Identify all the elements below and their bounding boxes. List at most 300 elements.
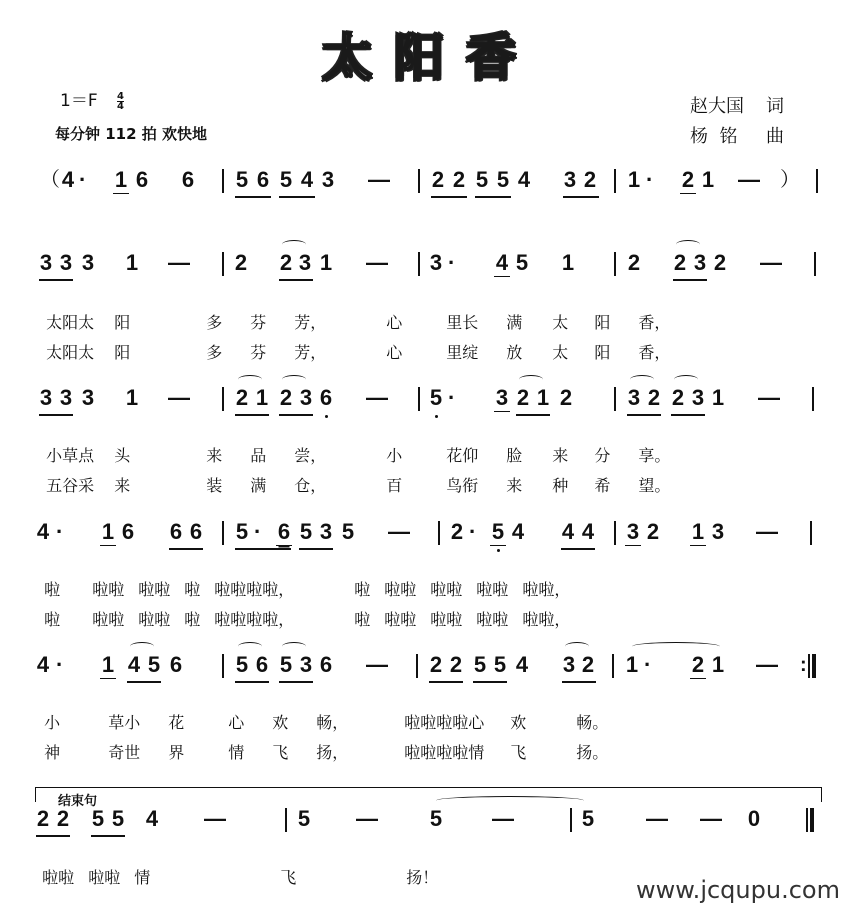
beam	[516, 414, 550, 416]
note: 2	[279, 250, 293, 275]
note: 4	[581, 519, 595, 544]
slur	[282, 240, 306, 249]
credits	[690, 92, 784, 152]
lyric-syllable: 欢	[272, 713, 289, 732]
lyric-syllable: 来	[552, 446, 569, 465]
ending-label: 结束句	[58, 794, 98, 809]
dash: —	[760, 250, 782, 275]
note: 4	[515, 652, 529, 677]
lyric-syllable: 啦	[44, 610, 61, 629]
time-signature-top: 4	[117, 90, 124, 102]
beam	[562, 681, 596, 683]
note: 1	[125, 385, 139, 410]
note: 2	[235, 385, 249, 410]
dash: —	[646, 806, 668, 831]
slur	[238, 375, 262, 384]
lyric-syllable: 来	[206, 446, 223, 465]
lyric-syllable: 希	[594, 476, 611, 495]
beam	[127, 681, 161, 683]
note: 2	[516, 385, 530, 410]
note: 4	[517, 167, 531, 192]
beam	[627, 414, 661, 416]
note: 5	[235, 652, 249, 677]
lyric-syllable: 情	[228, 743, 245, 762]
ending-bracket	[35, 787, 822, 802]
note: 5	[496, 167, 510, 192]
lyric-syllable: 花仰	[446, 446, 479, 465]
lyric-line-2-verse-2	[36, 323, 670, 363]
note: 3	[39, 250, 53, 275]
score-line-4	[0, 519, 860, 559]
beam	[39, 279, 73, 281]
barline	[810, 521, 812, 545]
augmentation-dot: ·	[469, 519, 477, 544]
barline	[814, 252, 816, 276]
slur	[238, 642, 262, 651]
slur	[282, 642, 306, 651]
note: 2	[713, 250, 727, 275]
dash: —	[368, 167, 390, 192]
lyric-syllable: 啦	[354, 580, 371, 599]
key-signature	[60, 86, 124, 111]
lyric-syllable: 啦啦	[430, 610, 463, 629]
score-line-5	[0, 652, 860, 692]
note-low-octave: 5	[429, 385, 443, 410]
lyric-syllable: 多	[206, 313, 223, 332]
beam	[235, 548, 291, 550]
barline	[806, 808, 808, 832]
note: 1	[627, 167, 641, 192]
augmentation-dot: ·	[646, 167, 654, 192]
lyric-line-3-verse-2	[36, 456, 670, 496]
lyric-syllable: 芳，	[294, 343, 327, 362]
note: 5	[297, 806, 311, 831]
composer-credit	[690, 122, 784, 152]
lyric-syllable: 太	[552, 313, 569, 332]
lyric-syllable: 太阳太	[46, 343, 95, 362]
note: 5	[147, 652, 161, 677]
barline	[614, 169, 616, 193]
final-barline	[810, 808, 814, 832]
note: 2	[647, 385, 661, 410]
tie	[436, 796, 584, 805]
tempo-marking: 每分钟 112 拍 欢快地	[55, 125, 207, 143]
note: 2	[673, 250, 687, 275]
note: 3	[299, 385, 313, 410]
dash: —	[366, 250, 388, 275]
lyric-line-4-verse-2	[34, 590, 570, 630]
beam	[279, 196, 315, 198]
lyric-syllable: 来	[114, 476, 131, 495]
lyric-syllable: 啦啦	[88, 868, 121, 887]
site-watermark: www.jcqupu.com	[636, 876, 840, 904]
beam	[91, 835, 125, 837]
lyric-syllable: 头	[114, 446, 131, 465]
note: 1	[701, 167, 715, 192]
note: 4	[300, 167, 314, 192]
augmentation-dot: ·	[56, 652, 64, 677]
lyric-syllable: 神	[44, 743, 61, 762]
lyric-syllable: 啦啦	[476, 580, 509, 599]
note: 3	[693, 250, 707, 275]
lyric-syllable: 仓，	[294, 476, 327, 495]
lyric-syllable: 阳	[594, 313, 611, 332]
barline	[612, 654, 614, 678]
dash: —	[738, 167, 760, 192]
time-signature-bottom: 4	[117, 100, 124, 112]
open-paren: （	[40, 169, 60, 191]
augmentation-dot: ·	[448, 385, 456, 410]
lyric-syllable: 奇世	[108, 743, 141, 762]
lyric-syllable: 欢	[510, 713, 527, 732]
augmentation-dot: ·	[644, 652, 652, 677]
slur	[519, 375, 543, 384]
beam	[673, 279, 707, 281]
beam	[299, 548, 333, 550]
lyric-syllable: 满	[506, 313, 523, 332]
note: 3	[319, 519, 333, 544]
lyric-syllable: 芬	[250, 313, 267, 332]
note: 6	[277, 519, 291, 544]
note: 6	[256, 167, 270, 192]
beam	[473, 681, 507, 683]
note: 3	[626, 519, 640, 544]
lyric-syllable: 啦啦	[138, 610, 171, 629]
note: 5	[515, 250, 529, 275]
note: 6	[181, 167, 195, 192]
beam	[279, 681, 313, 683]
lyric-syllable: 尝，	[294, 446, 327, 465]
beam	[235, 196, 271, 198]
dash: —	[758, 385, 780, 410]
barline	[438, 521, 440, 545]
note: 4	[145, 806, 159, 831]
composer-role: 曲	[766, 126, 784, 147]
dash: —	[366, 652, 388, 677]
dash: —	[204, 806, 226, 831]
lyric-syllable: 畅，	[316, 713, 349, 732]
lyric-syllable: 太阳太	[46, 313, 95, 332]
note: 2	[431, 167, 445, 192]
slur	[676, 240, 700, 249]
lyric-syllable: 分	[594, 446, 611, 465]
note: 1	[561, 250, 575, 275]
lyric-syllable: 里长	[446, 313, 479, 332]
rest: 0	[747, 806, 761, 831]
note: 1	[691, 519, 705, 544]
note: 2	[627, 250, 641, 275]
lyric-line-6	[32, 848, 438, 888]
lyric-syllable: 啦啦啦啦心	[404, 713, 485, 732]
note: 3	[299, 652, 313, 677]
beam	[36, 835, 70, 837]
barline	[614, 387, 616, 411]
lyricist-name: 赵大国	[690, 96, 744, 117]
barline	[222, 654, 224, 678]
lyric-syllable: 望。	[638, 476, 671, 495]
beam	[169, 548, 203, 550]
note: 2	[681, 167, 695, 192]
note: 5	[581, 806, 595, 831]
beam	[431, 196, 467, 198]
barline	[614, 252, 616, 276]
lyric-syllable: 飞	[280, 868, 297, 887]
note: 4	[36, 519, 50, 544]
beam	[279, 279, 313, 281]
lyric-syllable: 五谷采	[46, 476, 95, 495]
composer-name: 杨 铭	[690, 126, 738, 147]
note: 3	[39, 385, 53, 410]
note: 5	[299, 519, 313, 544]
note: 5	[235, 519, 249, 544]
lyric-syllable: 界	[168, 743, 185, 762]
note-low-octave: 6	[319, 385, 333, 410]
lyric-syllable: 啦啦	[138, 580, 171, 599]
song-title: 太阳香	[322, 29, 538, 87]
beam	[235, 414, 269, 416]
dash: —	[168, 385, 190, 410]
note: 5	[91, 806, 105, 831]
note: 1	[125, 250, 139, 275]
note: 4	[511, 519, 525, 544]
note: 3	[321, 167, 335, 192]
lyric-syllable: 啦啦	[384, 580, 417, 599]
final-barline	[812, 654, 816, 678]
note: 5	[111, 806, 125, 831]
augmentation-dot: ·	[79, 167, 87, 192]
lyric-syllable: 阳	[114, 313, 131, 332]
dash: —	[168, 250, 190, 275]
lyric-syllable: 香，	[638, 343, 671, 362]
slur	[130, 642, 154, 651]
note: 5	[341, 519, 355, 544]
note: 6	[319, 652, 333, 677]
barline	[222, 169, 224, 193]
lyric-syllable: 太	[552, 343, 569, 362]
lyric-syllable: 啦啦啦啦，	[214, 580, 295, 599]
lyric-syllable: 香，	[638, 313, 671, 332]
note: 3	[81, 385, 95, 410]
lyric-syllable: 啦	[184, 610, 201, 629]
note: 2	[583, 167, 597, 192]
note: 1	[319, 250, 333, 275]
dash: —	[756, 519, 778, 544]
note: 3	[711, 519, 725, 544]
lyric-syllable: 小草点	[46, 446, 95, 465]
lyric-syllable: 脸	[506, 446, 523, 465]
barline	[418, 252, 420, 276]
note: 2	[691, 652, 705, 677]
note: 4	[495, 250, 509, 275]
augmentation-dot: ·	[56, 519, 64, 544]
beam	[671, 414, 705, 416]
lyric-syllable: 芳，	[294, 313, 327, 332]
lyric-syllable: 装	[206, 476, 223, 495]
barline	[285, 808, 287, 832]
barline	[222, 387, 224, 411]
note: 2	[36, 806, 50, 831]
note: 6	[121, 519, 135, 544]
lyric-syllable: 啦啦啦啦，	[214, 610, 295, 629]
tie	[632, 642, 720, 651]
lyric-syllable: 啦啦	[92, 610, 125, 629]
dash: —	[700, 806, 722, 831]
lyric-syllable: 花	[168, 713, 185, 732]
lyric-syllable: 啦啦	[430, 580, 463, 599]
note: 2	[581, 652, 595, 677]
barline	[222, 521, 224, 545]
dash: —	[356, 806, 378, 831]
beam	[235, 681, 269, 683]
barline	[812, 387, 814, 411]
lyric-syllable: 啦啦	[384, 610, 417, 629]
lyric-syllable: 享。	[638, 446, 671, 465]
beam	[563, 196, 599, 198]
lyric-syllable: 飞	[510, 743, 527, 762]
barline	[808, 654, 810, 678]
note: 1	[711, 385, 725, 410]
note: 3	[495, 385, 509, 410]
lyric-syllable: 啦	[354, 610, 371, 629]
note: 2	[449, 652, 463, 677]
dash: —	[388, 519, 410, 544]
dash: —	[756, 652, 778, 677]
note: 2	[452, 167, 466, 192]
note: 1	[101, 652, 115, 677]
lyric-syllable: 啦啦	[42, 868, 75, 887]
note: 2	[429, 652, 443, 677]
score-line-2	[0, 250, 860, 290]
lyric-syllable: 扬！	[406, 868, 439, 887]
score-line-6	[0, 806, 860, 846]
note: 3	[562, 652, 576, 677]
note: 3	[627, 385, 641, 410]
note: 1	[625, 652, 639, 677]
lyric-syllable: 小	[44, 713, 61, 732]
lyric-syllable: 啦啦，	[522, 610, 571, 629]
lyric-syllable: 多	[206, 343, 223, 362]
barline	[614, 521, 616, 545]
note: 3	[59, 385, 73, 410]
note: 1	[114, 167, 128, 192]
lyric-syllable: 啦啦啦啦情	[404, 743, 485, 762]
note: 4	[61, 167, 75, 192]
note: 3	[429, 250, 443, 275]
barline	[416, 654, 418, 678]
slur	[282, 375, 306, 384]
lyric-syllable: 畅。	[576, 713, 609, 732]
note: 5	[235, 167, 249, 192]
lyric-syllable: 品	[250, 446, 267, 465]
lyric-syllable: 阳	[114, 343, 131, 362]
augmentation-dot: ·	[448, 250, 456, 275]
note: 4	[36, 652, 50, 677]
lyric-syllable: 啦啦	[476, 610, 509, 629]
close-paren: ）	[780, 169, 800, 191]
note: 6	[169, 519, 183, 544]
note: 1	[101, 519, 115, 544]
note: 5	[493, 652, 507, 677]
note: 5	[475, 167, 489, 192]
score-line-3	[0, 385, 860, 425]
note: 6	[135, 167, 149, 192]
lyric-syllable: 放	[506, 343, 523, 362]
lyric-syllable: 种	[552, 476, 569, 495]
dash: —	[366, 385, 388, 410]
note: 4	[561, 519, 575, 544]
beam	[429, 681, 463, 683]
lyric-syllable: 草小	[108, 713, 141, 732]
lyric-syllable: 鸟衔	[446, 476, 479, 495]
lyric-syllable: 啦啦，	[522, 580, 571, 599]
lyric-syllable: 里绽	[446, 343, 479, 362]
beam	[475, 196, 511, 198]
lyric-syllable: 阳	[594, 343, 611, 362]
note: 6	[255, 652, 269, 677]
lyric-syllable: 飞	[272, 743, 289, 762]
lyric-syllable: 小	[386, 446, 403, 465]
note: 3	[563, 167, 577, 192]
barline	[418, 169, 420, 193]
score-line-1	[0, 167, 860, 207]
lyric-syllable: 心	[386, 313, 403, 332]
note: 3	[59, 250, 73, 275]
lyricist-role: 词	[766, 96, 784, 117]
barline	[222, 252, 224, 276]
time-signature	[117, 92, 124, 111]
note: 2	[279, 385, 293, 410]
barline	[816, 169, 818, 193]
note: 1	[536, 385, 550, 410]
note: 4	[127, 652, 141, 677]
beam	[39, 414, 73, 416]
note: 5	[279, 652, 293, 677]
beam	[561, 548, 595, 550]
lyric-syllable: 心	[386, 343, 403, 362]
note: 2	[450, 519, 464, 544]
note: 3	[298, 250, 312, 275]
note: 3	[691, 385, 705, 410]
note: 6	[169, 652, 183, 677]
lyric-syllable: 心	[228, 713, 245, 732]
lyric-syllable: 百	[386, 476, 403, 495]
key-label: 1＝F	[60, 91, 98, 111]
barline	[570, 808, 572, 832]
note: 5	[429, 806, 443, 831]
lyric-line-5-verse-2	[34, 723, 608, 763]
note: 3	[81, 250, 95, 275]
augmentation-dot: ·	[254, 519, 262, 544]
note: 2	[559, 385, 573, 410]
note: 6	[189, 519, 203, 544]
barline	[418, 387, 420, 411]
lyric-syllable: 啦	[44, 580, 61, 599]
note: 2	[646, 519, 660, 544]
lyric-syllable: 啦啦	[92, 580, 125, 599]
lyric-syllable: 芬	[250, 343, 267, 362]
dash: —	[492, 806, 514, 831]
slur	[565, 642, 589, 651]
lyric-syllable: 满	[250, 476, 267, 495]
lyric-syllable: 扬，	[316, 743, 349, 762]
note: 1	[711, 652, 725, 677]
lyric-syllable: 情	[134, 868, 151, 887]
note: 2	[56, 806, 70, 831]
repeat-sign: :	[800, 654, 807, 676]
beam	[279, 414, 313, 416]
note: 2	[234, 250, 248, 275]
lyric-syllable: 啦	[184, 580, 201, 599]
